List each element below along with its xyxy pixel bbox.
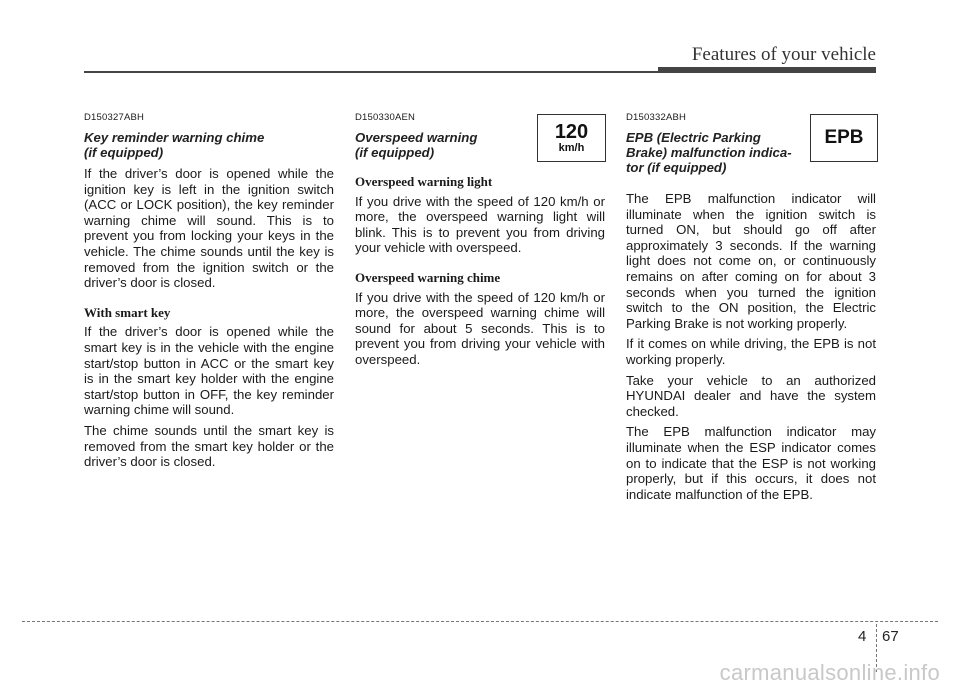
spacer (626, 181, 876, 191)
badge-speed-unit: km/h (558, 142, 585, 154)
paragraph: The EPB malfunction indicator will illuminate when the ignition switch is turned ON, but should go off after approximately 3 seconds. If the warning light does not come on, or continuously remains on after coming on for about 3 seconds when you turned the ignition switch to the ON position, the Electric Parking Brake is not working properly. (626, 191, 876, 331)
paragraph: The chime sounds until the smart key is removed from the smart key holder or the driver’s door is closed. (84, 422, 334, 470)
column-key-reminder (84, 112, 334, 475)
paragraph: If the driver’s door is opened while the smart key is in the vehicle with the engine start/stop button in ACC or the smart key is in the smart key holder with the engine start/stop button in OFF, the key reminder warning chime will sound. (84, 324, 334, 418)
header-rule-accent (658, 67, 876, 73)
subheading: With smart key (84, 304, 171, 320)
paragraph: If it comes on while driving, the EPB is not working properly. (626, 336, 876, 367)
paragraph: If the driver’s door is opened while the ignition key is left in the ignition switch (ACC or LOCK position), the key reminder warning chime will sound. This is to prevent you from locking your keys in the vehicle. The chime sounds until the key is removed from the ignition switch or the driver’s door is closed. (84, 166, 334, 291)
section-code: D150327ABH (84, 112, 145, 123)
paragraph: If you drive with the speed of 120 km/h or more, the overspeed warning chime will sound for about 5 seconds. This is to prevent you from driving your vehicle with overspeed. (355, 289, 605, 367)
chapter-number: 4 (858, 628, 867, 645)
paragraph: The EPB malfunction indicator may illuminate when the ESP indicator comes on to indicate that the ESP is not working properly, but if this occurs, it does not indicate malfunction of the EPB. (626, 424, 876, 502)
section-code: D150332ABH (626, 112, 687, 123)
subheading: Overspeed warning chime (355, 269, 501, 285)
subheading: Overspeed warning light (355, 174, 493, 189)
paragraph: Take your vehicle to an authorized HYUNDAI dealer and have the system checked. (626, 372, 876, 419)
paragraph: If you drive with the speed of 120 km/h or more, the overspeed warning light will blink. This is to prevent you from driving your vehicle with overspeed. (355, 193, 605, 256)
section-title: Features of your vehicle (691, 44, 876, 65)
section-heading: Key reminder warning chime (if equipped) (84, 130, 265, 160)
header-rule (84, 71, 662, 73)
watermark: carmanualsonline.info (719, 660, 940, 685)
page-number: 67 (882, 628, 899, 645)
section-code: D150330AEN (355, 112, 416, 123)
overspeed-indicator-icon (537, 114, 606, 162)
column-epb (626, 112, 876, 507)
badge-epb-label: EPB (824, 127, 864, 148)
footer-rule (22, 621, 938, 622)
section-heading: EPB (Electric Parking Brake) malfunction indica- tor (if equipped) (626, 130, 792, 175)
epb-indicator-icon (810, 114, 878, 162)
section-heading: Overspeed warning (if equipped) (355, 130, 478, 160)
badge-speed-value: 120 (554, 121, 589, 143)
